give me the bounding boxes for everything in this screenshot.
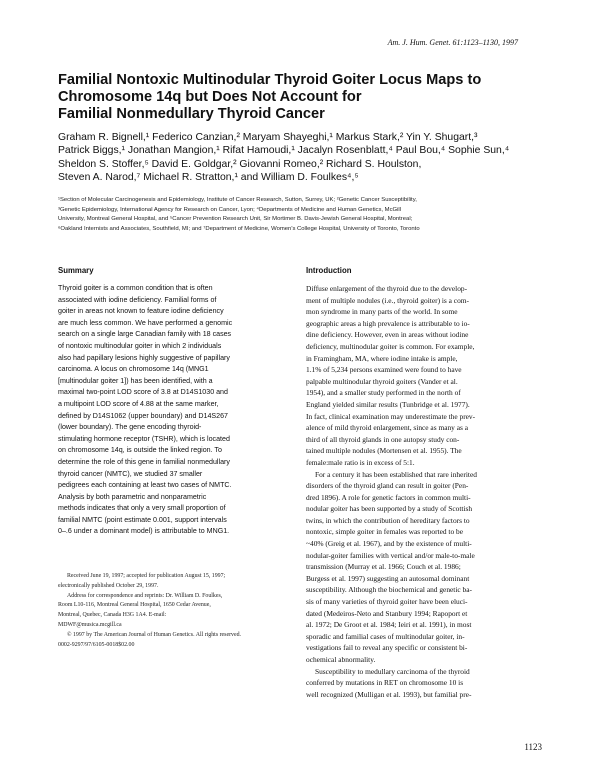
- summary-line: maximal two-point LOD score of 3.8 at D14S1030 and: [58, 388, 228, 397]
- journal-citation: Am. J. Hum. Genet. 61:1123–1130, 1997: [387, 38, 518, 47]
- summary-line: search on a single large Canadian family with 18 cases: [58, 330, 232, 339]
- introduction-line: ochemical abnormality.: [306, 655, 376, 664]
- introduction-line: mon syndrome in many parts of the world. In some: [306, 307, 458, 317]
- affiliation-line: ⁶Oakland Internists and Associates, Southfield, MI; and ⁷Department of Medicine, Women's College Hospital, University of Toronto, Toronto: [58, 225, 420, 232]
- summary-heading: Summary: [58, 266, 94, 275]
- introduction-line: England yielded similar results (Tunbridge et al. 1977).: [306, 399, 470, 409]
- affiliation-line: ³Genetic Epidemiology, International Agency for Research on Cancer, Lyon; ⁴Departments of Medicine and Human Genetics, McGill: [58, 206, 402, 213]
- summary-line: methods indicates that only a very small proportion of: [58, 504, 226, 513]
- introduction-line: nodular-goiter families with vertical and/or male-to-male: [306, 550, 475, 560]
- footnote-line: 0002-9297/97/6105-0018$02.00: [58, 641, 135, 648]
- introduction-line: disorders of the thyroid gland can result in goiter (Pen-: [306, 481, 469, 491]
- introduction-line: dine deficiency. However, even in areas without iodine: [306, 330, 469, 340]
- footnote-line: MDWF@musica.mcgill.ca: [58, 621, 122, 628]
- introduction-heading: Introduction: [306, 266, 352, 275]
- affiliations: [58, 196, 558, 234]
- summary-line: goiter in areas not known to feature iodine deficiency: [58, 307, 224, 316]
- introduction-line: dated (Medeiros-Neto and Stanbury 1994; Rapoport et: [306, 608, 468, 618]
- affiliation-line: University, Montreal General Hospital, and ⁵Cancer Prevention Research Unit, Sir Mortimer B. Davis-Jewish General Hospital, Montreal;: [58, 216, 413, 223]
- introduction-line: well recognized (Mulligan et al. 1993), but familial pre-: [306, 689, 472, 699]
- page-number: 1123: [524, 742, 542, 752]
- footnote-line: Montreal, Quebec, Canada H3G 1A4. E-mail:: [58, 612, 167, 619]
- introduction-line: For a century it has been established that rare inherited: [315, 469, 477, 479]
- introduction-line: 1.1% of 5,234 persons examined were found to have: [306, 365, 462, 375]
- introduction-line: 1954), and a smaller study performed in the north of: [306, 388, 461, 398]
- article-title: [58, 72, 538, 123]
- footnote-line: electronically published October 29, 1997.: [58, 582, 159, 589]
- summary-line: (lower boundary). The gene encoding thyroid-: [58, 423, 202, 432]
- author-line: Graham R. Bignell,¹ Federico Canzian,² Maryam Shayeghi,¹ Markus Stark,² Yin Y. Shugart,³: [58, 132, 478, 143]
- title-line: Familial Nonmedullary Thyroid Cancer: [58, 106, 325, 122]
- summary-line: also had papillary lesions highly suggestive of papillary: [58, 353, 230, 362]
- introduction-line: transmission (Murray et al. 1966; Couch et al. 1986;: [306, 562, 461, 572]
- summary-line: 0–.6 under a dominant model) is attributable to MNG1.: [58, 527, 230, 536]
- introduction-line: deficiency, multinodular goiter is common. For example,: [306, 341, 475, 351]
- footnote-line: Room L10-116, Montreal General Hospital, 1650 Cedar Avenue,: [58, 602, 211, 609]
- introduction-line: palpable multinodular thyroid goiters (Vander et al.: [306, 376, 458, 386]
- summary-line: are much less common. We have performed a genomic: [58, 318, 233, 327]
- introduction-line: nodular goiter has been supported by a study of Scottish: [306, 504, 473, 514]
- affiliation-line: ¹Section of Molecular Carcinogenesis and Epidemiology, Institute of Cancer Research, Sutton, Surrey, UK; ²Genetic Cancer Susceptibility,: [58, 197, 417, 203]
- introduction-line: al. 1972; De Groot et al. 1984; Ieiri et al. 1991), in most: [306, 620, 472, 630]
- summary-line: Thyroid goiter is a common condition that is often: [58, 284, 213, 292]
- footnote-line: © 1997 by The American Journal of Human Genetics. All rights reserved.: [67, 631, 242, 638]
- summary-line: on chromosome 14q, is outside the linked region. To: [58, 446, 222, 455]
- author-line: Patrick Biggs,¹ Jonathan Mangion,¹ Rifat Hamoudi,¹ Jacalyn Rosenblatt,⁴ Paul Bou,⁴ Sophie Sun,⁴: [58, 145, 510, 157]
- introduction-body: [306, 283, 544, 700]
- summary-line: a multipoint LOD score of 4.88 at the same marker,: [58, 399, 219, 408]
- footnote-line: Address for correspondence and reprints: Dr. William D. Foulkes,: [67, 592, 223, 599]
- introduction-line: sis of many varieties of thyroid goiter have been eluci-: [306, 597, 468, 607]
- summary-line: of nontoxic multinodular goiter in which 2 individuals: [58, 341, 222, 350]
- introduction-line: conferred by mutations in RET on chromosome 10 is: [306, 678, 464, 688]
- introduction-line: ~40% (Greig et al. 1967), and by the existence of multi-: [306, 539, 472, 549]
- introduction-line: dred 1896). A role for genetic factors in common multi-: [306, 492, 471, 502]
- summary-line: Analysis by both parametric and nonparametric: [58, 492, 207, 501]
- footnote-line: Received June 19, 1997; accepted for publication August 15, 1997;: [67, 573, 226, 579]
- footnotes: [58, 572, 298, 650]
- introduction-line: sporadic and familial cases of multinodular goiter, in-: [306, 631, 465, 641]
- author-list: [58, 131, 548, 185]
- summary-line: pedigrees each containing at least two cases of NMTC.: [58, 481, 232, 490]
- introduction-line: Susceptibility to medullary carcinoma of the thyroid: [315, 666, 470, 676]
- introduction-line: third of all thyroid glands in one autopsy study con-: [306, 434, 460, 444]
- introduction-line: Burgess et al. 1997) suggesting an autosomal dominant: [306, 573, 470, 583]
- summary-line: defined by D14S1062 (upper boundary) and D14S267: [58, 411, 228, 420]
- introduction-line: susceptibility. Although the biochemical and genetic ba-: [306, 585, 472, 595]
- author-line: Steven A. Narod,⁷ Michael R. Stratton,¹ and William D. Foulkes⁴,⁵: [58, 172, 359, 184]
- introduction-line: Diffuse enlargement of the thyroid due to the develop-: [306, 284, 468, 293]
- introduction-line: in Framingham, MA, where iodine intake is ample,: [306, 353, 458, 363]
- introduction-line: In fact, clinical examination may underestimate the prev-: [306, 411, 476, 421]
- introduction-line: alence of mild thyroid enlargement, since as many as a: [306, 423, 468, 433]
- introduction-line: twins, in which the contribution of hereditary factors to: [306, 515, 470, 525]
- introduction-line: ment of multiple nodules (i.e., thyroid goiter) is a com-: [306, 295, 469, 305]
- summary-line: stimulating hormone receptor (TSHR), which is located: [58, 434, 230, 443]
- summary-line: [multinodular goiter 1]) has been identified, with a: [58, 376, 213, 385]
- summary-line: familial NMTC (point estimate 0.001, support intervals: [58, 515, 227, 524]
- summary-line: carcinoma. A locus on chromosome 14q (MNG1: [58, 365, 209, 374]
- author-line: Sheldon S. Stoffer,⁵ David E. Goldgar,² Giovanni Romeo,² Richard S. Houlston,: [58, 158, 422, 170]
- introduction-line: female:male ratio is in excess of 5:1.: [306, 457, 415, 467]
- summary-line: determine the role of this gene in familial nonmedullary: [58, 457, 230, 466]
- introduction-line: nontoxic, simple goiter in females was reported to be: [306, 527, 464, 537]
- title-line: Familial Nontoxic Multinodular Thyroid Goiter Locus Maps to: [58, 72, 482, 88]
- introduction-line: tained multiple nodules (Mortensen et al. 1955). The: [306, 446, 462, 456]
- introduction-line: vestigations fail to reveal any specific or consistent bi-: [306, 643, 468, 653]
- title-line: Chromosome 14q but Does Not Account for: [58, 89, 362, 105]
- summary-line: thyroid cancer (NMTC), we studied 37 smaller: [58, 469, 203, 478]
- summary-line: associated with iodine deficiency. Familial forms of: [58, 295, 217, 304]
- summary-body: [58, 283, 298, 538]
- introduction-line: geographic areas a high prevalence is attributable to io-: [306, 318, 470, 328]
